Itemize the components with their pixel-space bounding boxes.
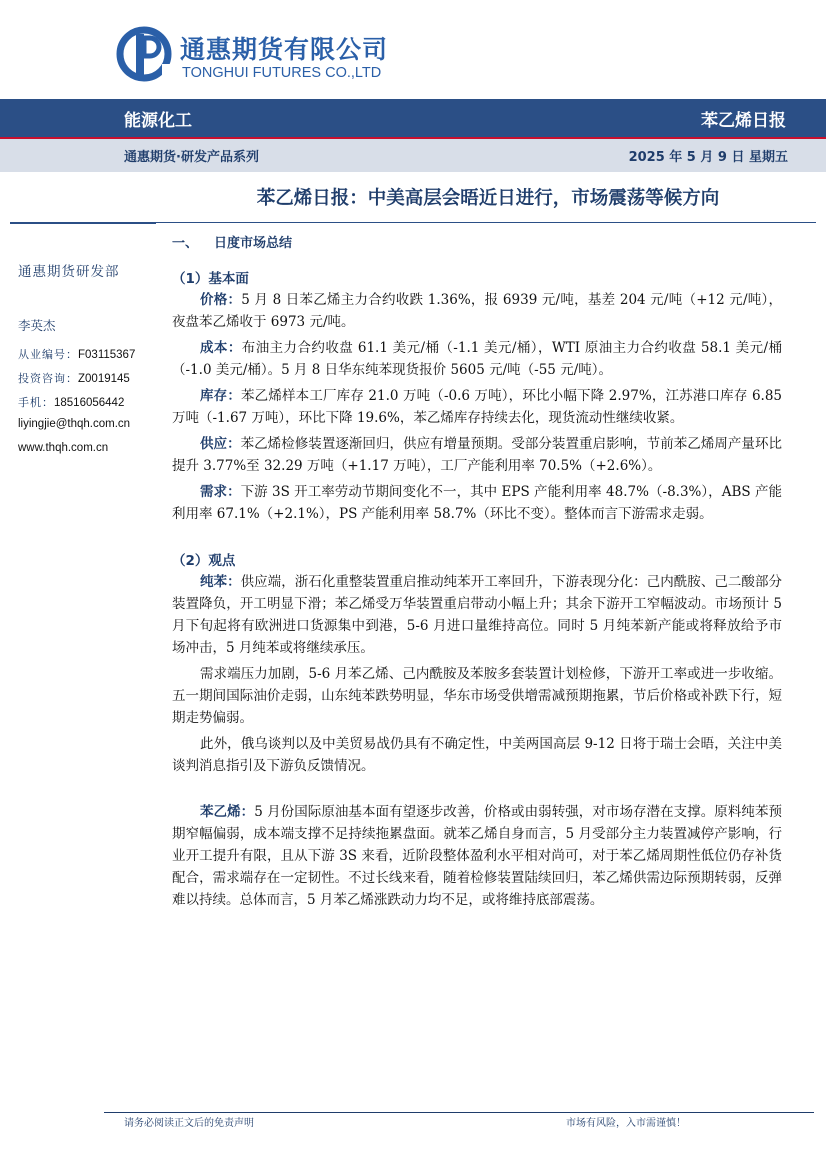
advisory-row (18, 370, 158, 386)
benzene-paragraph-2: 需求端压力加剧，5-6 月苯乙烯、己内酰胺及苯胺多套装置计划检修，下游开工率或进一步收缩。五一期间国际油价走弱，山东纯苯跌势明显，华东市场受供增需减预期拖累，节后价格或补跌下行，短期走势偏弱。 (172, 666, 782, 726)
demand-text: 下游 3S 开工率劳动节期间变化不一，其中 EPS 产能利用率 48.7%（-8.3%），ABS 产能利用率 67.1%（+2.1%），PS 产能利用率 58.7%（环比不变）。整体而言下游需求走弱。 (172, 484, 782, 522)
headline-divider (156, 222, 816, 223)
cost-label: 成本： (200, 340, 242, 356)
phone-value: 18516056442 (54, 397, 125, 409)
banner-top-bar (0, 99, 826, 137)
report-banner (0, 99, 826, 172)
headline-divider-left (10, 222, 156, 224)
report-headline: 苯乙烯日报：中美高层会晤近日进行，市场震荡等候方向 (256, 188, 720, 209)
inventory-text: 苯乙烯样本工厂库存 21.0 万吨（-0.6 万吨），环比小幅下降 2.97%，江苏港口库存 6.85 万吨（-1.67 万吨），环比下降 19.6%，苯乙烯库存持续去化，现货流动性继续收紧。 (172, 388, 782, 426)
views-heading: （2）观点 (172, 553, 236, 569)
license-row (18, 346, 158, 362)
phone-label: 手机： (18, 396, 54, 409)
price-text: 5 月 8 日苯乙烯主力合约收跌 1.36%，报 6939 元/吨，基差 204 元/吨（+12 元/吨），夜盘苯乙烯收于 6973 元/吨。 (172, 292, 783, 330)
report-type-label: 苯乙烯日报 (701, 111, 786, 131)
report-date: 2025 年 5 月 9 日 星期五 (628, 150, 788, 165)
analyst-name: 李英杰 (18, 318, 56, 333)
analyst-sidebar (18, 260, 158, 466)
company-website[interactable]: www.thqh.com.cn (18, 442, 109, 454)
supply-label: 供应： (200, 436, 241, 452)
disclaimer-note: 请务必阅读正文后的免责声明 (124, 1118, 254, 1129)
benzene-paragraph-1 (172, 571, 782, 659)
cost-paragraph (172, 337, 782, 381)
sector-label: 能源化工 (124, 111, 192, 131)
license-label: 从业编号： (18, 348, 78, 361)
research-dept: 通惠期货研发部 (18, 264, 120, 280)
styrene-paragraph (172, 801, 782, 911)
report-body (172, 232, 782, 911)
advisory-value: Z0019145 (78, 373, 130, 385)
cost-text: 布油主力合约收盘 61.1 美元/桶（-1.1 美元/桶），WTI 原油主力合约收盘 58.1 美元/桶（-1.0 美元/桶）。5 月 8 日华东纯苯现货报价 5605 元/吨（-55 元/吨）。 (172, 340, 783, 378)
section-title (172, 232, 782, 251)
company-name-cn: 通惠期货有限公司 (180, 35, 389, 64)
analyst-email[interactable]: liyingjie@thqh.com.cn (18, 418, 131, 430)
price-label: 价格： (200, 292, 242, 308)
series-label: 通惠期货·研发产品系列 (124, 150, 259, 165)
inventory-label: 库存： (200, 388, 241, 404)
footer-divider (104, 1112, 814, 1113)
fundamentals-heading: （1）基本面 (172, 271, 249, 287)
benzene-paragraph-3: 此外，俄乌谈判以及中美贸易战仍具有不确定性，中美两国高层 9-12 日将于瑞士会晤，关注中美谈判消息指引及下游负反馈情况。 (172, 736, 782, 774)
section-title-text: 日度市场总结 (214, 236, 293, 251)
license-value: F03115367 (78, 349, 136, 361)
supply-paragraph (172, 433, 782, 477)
phone-row (18, 394, 158, 410)
advisory-label: 投资咨询： (18, 372, 78, 385)
supply-text: 苯乙烯检修装置逐渐回归，供应有增量预期。受部分装置重启影响，节前苯乙烯周产量环比提升 3.77%至 32.29 万吨（+1.17 万吨），工厂产能利用率 70.5%（+2.6%）。 (172, 436, 783, 474)
price-paragraph (172, 289, 782, 333)
risk-warning: 市场有风险，入市需谨慎！ (566, 1118, 686, 1129)
inventory-paragraph (172, 385, 782, 429)
tonghui-logo-icon (116, 24, 172, 84)
demand-paragraph (172, 481, 782, 525)
styrene-label: 苯乙烯： (200, 804, 255, 820)
company-logo (116, 24, 416, 88)
benzene-label: 纯苯： (200, 574, 241, 590)
company-name-en: TONGHUI FUTURES CO.,LTD (182, 65, 382, 81)
banner-accent-line (0, 137, 826, 139)
section-number: 一、 (172, 236, 199, 251)
benzene-text-1: 供应端，浙石化重整装置重启推动纯苯开工率回升，下游表现分化：己内酰胺、己二酸部分装置降负，开工明显下滑；苯乙烯受万华装置重启带动小幅上升；其余下游开工窄幅波动。市场预计 5 月下旬起将有欧洲进口货源集中到港，5-6 月进口量维持高位。同时 5 月纯苯新产能或将释放给予市场冲击，5 月纯苯或将继续承压。 (172, 574, 783, 656)
styrene-text: 5 月份国际原油基本面有望逐步改善，价格或由弱转强，对市场存潜在支撑。原料纯苯预期窄幅偏弱，成本端支撑不足持续拖累盘面。就苯乙烯自身而言，5 月受部分主力装置减停产影响，行业开工提升有限，且从下游 3S 来看，近阶段整体盈利水平相对尚可，对于苯乙烯周期性低位仍存补货配合，需求端存在一定韧性。不过长线来看，随着检修装置陆续回归，苯乙烯供需边际预期转弱，反弹难以持续。总体而言，5 月苯乙烯涨跌动力均不足，或将维持底部震荡。 (172, 804, 782, 908)
demand-label: 需求： (200, 484, 241, 500)
